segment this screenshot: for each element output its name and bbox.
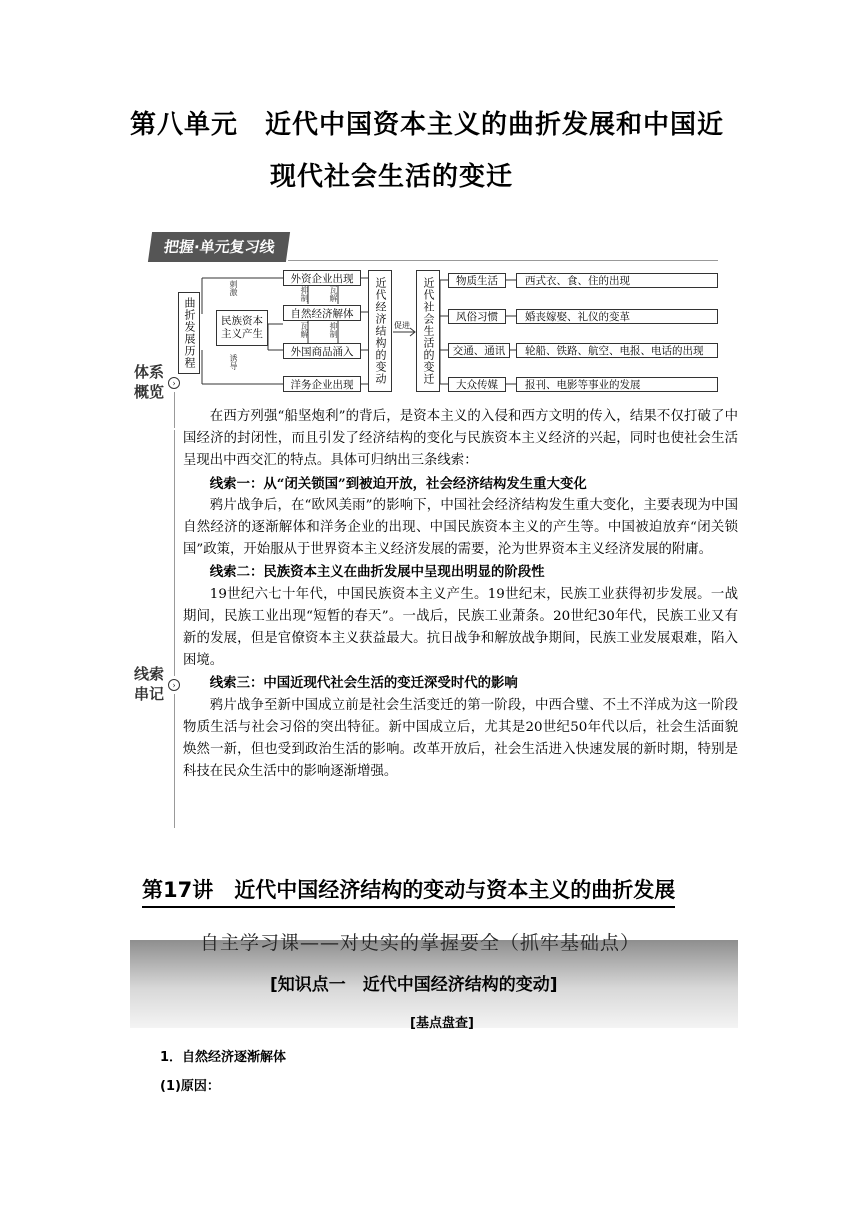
- aspect-customs: 风俗习惯: [448, 309, 506, 324]
- basic-check-label: [基点盘查]: [410, 1016, 474, 1031]
- clue3-paragraph: 鸦片战争至新中国成立前是社会生活变迁的第一阶段，中西合璧、不土不洋成为这一阶段物质生活与社会习俗的突出特征。新中国成立后，尤其是20世纪50年代以后，社会生活面貌焕然一新，但也受到政治生活的影响。改革开放后，社会生活进入快速发展的新时期，特别是科技在民众生活中的影响逐渐增强。: [183, 697, 738, 780]
- overview-divider: [174, 392, 175, 428]
- chevron-right-icon: ›: [168, 679, 180, 691]
- clue1-paragraph: 鸦片战争后，在“欧风美雨”的影响下，中国社会经济结构发生重大变化，主要表现为中国自然经济的逐渐解体和洋务企业的出现、中国民族资本主义的产生等。中国被迫放弃“闭关锁国”政策，开始服从于世界资本主义经济发展的需要，沦为世界资本主义经济发展的附庸。: [183, 497, 738, 558]
- lecture-title: 第17讲 近代中国经济结构的变动与资本主义的曲折发展: [142, 874, 675, 908]
- review-banner: 把握·单元复习线索: [148, 232, 290, 262]
- society-box: 近代社会生活的变迁: [416, 270, 440, 392]
- aspect-media: 大众传媒: [448, 377, 506, 392]
- unit-title-line2: 现代社会生活的变迁: [270, 162, 514, 192]
- side-label-clues: 线索串记: [133, 665, 164, 703]
- arrow-label-disintegrate-1: 瓦解: [329, 286, 338, 302]
- item-natural-economy: 1．自然经济逐渐解体: [160, 1050, 287, 1065]
- arrow-label-disintegrate-2: 瓦解: [300, 322, 309, 338]
- clues-divider-top: [174, 430, 175, 676]
- clues-divider-bottom: [174, 694, 175, 828]
- arrow-label-induce: 诱导: [229, 354, 238, 370]
- study-banner: 自主学习课——对史实的掌握要全（抓牢基础点）: [200, 932, 641, 954]
- intro-paragraph: 在西方列强“船坚炮利”的背后，是资本主义的入侵和西方文明的传入，结果不仅打破了中国经济的封闭性，而且引发了经济结构的变化与民族资本主义经济的兴起，同时也使社会生活呈现出中西交汇的特点。具体可归纳出三条线索：: [183, 409, 738, 469]
- banner-rule: [288, 260, 718, 261]
- clue2-heading: 线索二：民族资本主义在曲折发展中呈现出明显的阶段性: [209, 564, 545, 581]
- item-causes: (1)原因：: [160, 1079, 220, 1094]
- cause-box-natural-economy: 自然经济解体: [283, 305, 361, 321]
- detail-media: 报刊、电影等事业的发展: [516, 377, 718, 392]
- arrow-label-restrain-2: 抑制: [329, 322, 338, 338]
- clue2-paragraph: 19世纪六七十年代，中国民族资本主义产生。19世纪末，民族工业获得初步发展。一战期间，民族工业出现“短暂的春天”。一战后，民族工业萧条。20世纪30年代，民族工业又有新的发展，但是官僚资本主义获益最大。抗日战争和解放战争期间，民族工业发展艰难，陷入困境。: [183, 586, 738, 669]
- clues-text: [183, 406, 738, 783]
- process-box: 曲折发展历程: [178, 292, 200, 374]
- detail-material-life: 西式衣、食、住的出现: [516, 273, 718, 288]
- clue3-heading: 线索三：中国近现代社会生活的变迁深受时代的影响: [209, 675, 518, 692]
- detail-customs: 婚丧嫁娶、礼仪的变革: [516, 309, 718, 324]
- chevron-right-icon: ›: [168, 377, 180, 389]
- structure-box: 近代经济结构的变动: [368, 270, 392, 392]
- cause-box-foreign-enterprises: 外资企业出现: [283, 270, 361, 286]
- aspect-transport: 交通、通讯: [448, 343, 510, 358]
- clue1-heading: 线索一：从“闭关锁国”到被迫开放，社会经济结构发生重大变化: [209, 475, 587, 492]
- arrow-label-stimulate: 刺激: [229, 280, 238, 296]
- cause-box-westernization-enterprises: 洋务企业出现: [283, 376, 361, 392]
- arrow-label-restrain-1: 抑制: [300, 286, 309, 302]
- unit-title-line1: 第八单元 近代中国资本主义的曲折发展和中国近: [130, 110, 725, 140]
- side-label-overview: 体系概览: [133, 363, 164, 401]
- cause-box-foreign-goods: 外国商品涌入: [283, 343, 361, 359]
- aspect-material-life: 物质生活: [448, 273, 506, 288]
- concept-diagram: [178, 266, 723, 398]
- arrow-label-promote: 促进: [394, 321, 410, 330]
- knowledge-point-title: [知识点一 近代中国经济结构的变动]: [270, 975, 558, 995]
- origin-box: 民族资本主义产生: [216, 310, 268, 346]
- detail-transport: 轮船、铁路、航空、电报、电话的出现: [516, 343, 718, 358]
